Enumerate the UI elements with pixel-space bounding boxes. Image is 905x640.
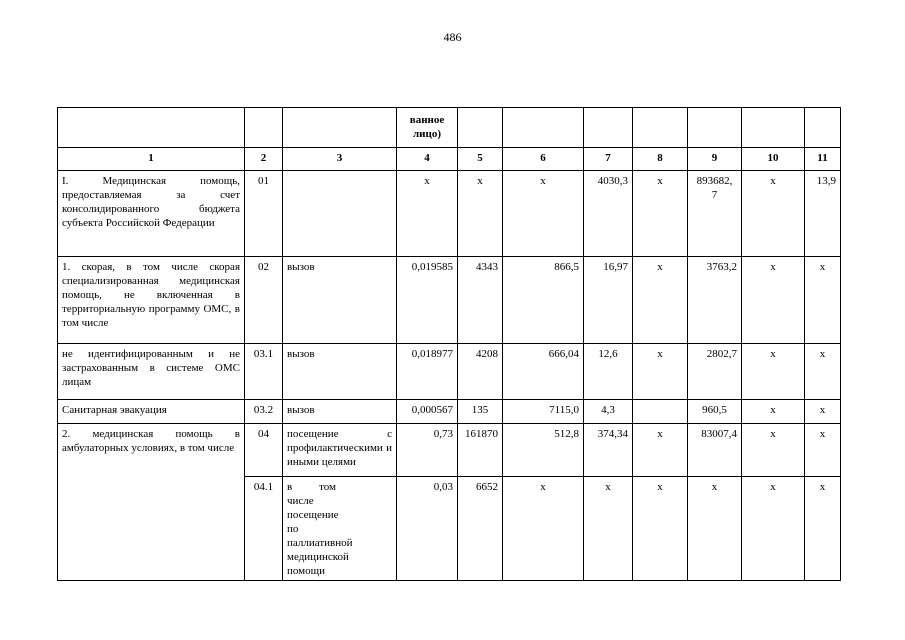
row-c4: 0,018977 <box>397 344 458 400</box>
row-name: I. Медицинская помощь, предоставляемая за счет консолидированного бюджета субъекта Российской Федерации <box>58 171 245 257</box>
header-cell <box>688 108 742 148</box>
column-number: 6 <box>503 148 584 171</box>
row-c6: 7115,0 <box>503 400 584 424</box>
row-code: 03.1 <box>245 344 283 400</box>
row-c8: x <box>633 257 688 344</box>
table-row <box>58 171 841 257</box>
row-c11: x <box>805 257 841 344</box>
row-c8: x <box>633 424 688 477</box>
table-row <box>58 424 841 477</box>
row-c4: 0,019585 <box>397 257 458 344</box>
row-c10: x <box>742 344 805 400</box>
row-c5: 4208 <box>458 344 503 400</box>
column-number: 4 <box>397 148 458 171</box>
row-c4: 0,03 <box>397 477 458 581</box>
row-name: 2. медицинская помощь в амбулаторных условиях, в том числе <box>58 424 245 581</box>
column-number: 10 <box>742 148 805 171</box>
header-cell <box>58 108 245 148</box>
column-number-row <box>58 148 841 171</box>
row-unit <box>283 171 397 257</box>
row-c11: x <box>805 344 841 400</box>
row-unit: в том числе посещение по паллиативной медицинской помощи <box>283 477 397 581</box>
column-number: 9 <box>688 148 742 171</box>
row-c5: 135 <box>458 400 503 424</box>
row-c6: 666,04 <box>503 344 584 400</box>
row-unit: вызов <box>283 344 397 400</box>
row-c4: 0,73 <box>397 424 458 477</box>
row-c5: 4343 <box>458 257 503 344</box>
row-code: 03.2 <box>245 400 283 424</box>
row-c9: 3763,2 <box>688 257 742 344</box>
header-cell <box>805 108 841 148</box>
row-c11: x <box>805 424 841 477</box>
column-number: 2 <box>245 148 283 171</box>
row-c8: x <box>633 477 688 581</box>
header-continuation-row <box>58 108 841 148</box>
row-c10: x <box>742 400 805 424</box>
header-cell <box>742 108 805 148</box>
row-name: 1. скорая, в том числе скорая специализированная медицинская помощь, не включенная в территориальную программу ОМС, в том числе <box>58 257 245 344</box>
table-row <box>58 400 841 424</box>
row-c8 <box>633 400 688 424</box>
row-c10: x <box>742 257 805 344</box>
row-c7: 374,34 <box>584 424 633 477</box>
row-c10: x <box>742 477 805 581</box>
row-code: 04.1 <box>245 477 283 581</box>
row-code: 04 <box>245 424 283 477</box>
row-c7: 12,6 <box>584 344 633 400</box>
row-c9: 2802,7 <box>688 344 742 400</box>
column-number: 11 <box>805 148 841 171</box>
column-number: 8 <box>633 148 688 171</box>
row-c9: 893682,7 <box>688 171 742 257</box>
row-c8: x <box>633 171 688 257</box>
row-c4: 0,000567 <box>397 400 458 424</box>
row-c4: x <box>397 171 458 257</box>
row-c10: x <box>742 424 805 477</box>
row-c7: 16,97 <box>584 257 633 344</box>
table-row <box>58 344 841 400</box>
header-cell <box>633 108 688 148</box>
row-c11: 13,9 <box>805 171 841 257</box>
header-cell-volume-per-insured: ванное лицо) <box>397 108 458 148</box>
row-c9: x <box>688 477 742 581</box>
row-c9: 960,5 <box>688 400 742 424</box>
row-code: 02 <box>245 257 283 344</box>
row-c10: x <box>742 171 805 257</box>
column-number: 7 <box>584 148 633 171</box>
row-c6: 866,5 <box>503 257 584 344</box>
row-name: не идентифицированным и не застрахованным в системе ОМС лицам <box>58 344 245 400</box>
column-number: 3 <box>283 148 397 171</box>
row-c5: 161870 <box>458 424 503 477</box>
row-c8: x <box>633 344 688 400</box>
row-unit: вызов <box>283 257 397 344</box>
row-unit: посещение с профилактическими и иными целями <box>283 424 397 477</box>
column-number: 5 <box>458 148 503 171</box>
row-c6: x <box>503 477 584 581</box>
column-number: 1 <box>58 148 245 171</box>
row-name: Санитарная эвакуация <box>58 400 245 424</box>
header-cell <box>503 108 584 148</box>
header-cell <box>245 108 283 148</box>
table-row <box>58 257 841 344</box>
row-c11: x <box>805 400 841 424</box>
row-c6: 512,8 <box>503 424 584 477</box>
row-c7: x <box>584 477 633 581</box>
row-unit: вызов <box>283 400 397 424</box>
header-cell <box>283 108 397 148</box>
row-c6: x <box>503 171 584 257</box>
funding-table <box>57 107 841 581</box>
row-c7: 4030,3 <box>584 171 633 257</box>
header-cell <box>458 108 503 148</box>
header-cell <box>584 108 633 148</box>
page-number: 486 <box>443 30 462 44</box>
row-code: 01 <box>245 171 283 257</box>
row-c5: x <box>458 171 503 257</box>
row-c7: 4,3 <box>584 400 633 424</box>
row-c9: 83007,4 <box>688 424 742 477</box>
row-c5: 6652 <box>458 477 503 581</box>
row-c11: x <box>805 477 841 581</box>
